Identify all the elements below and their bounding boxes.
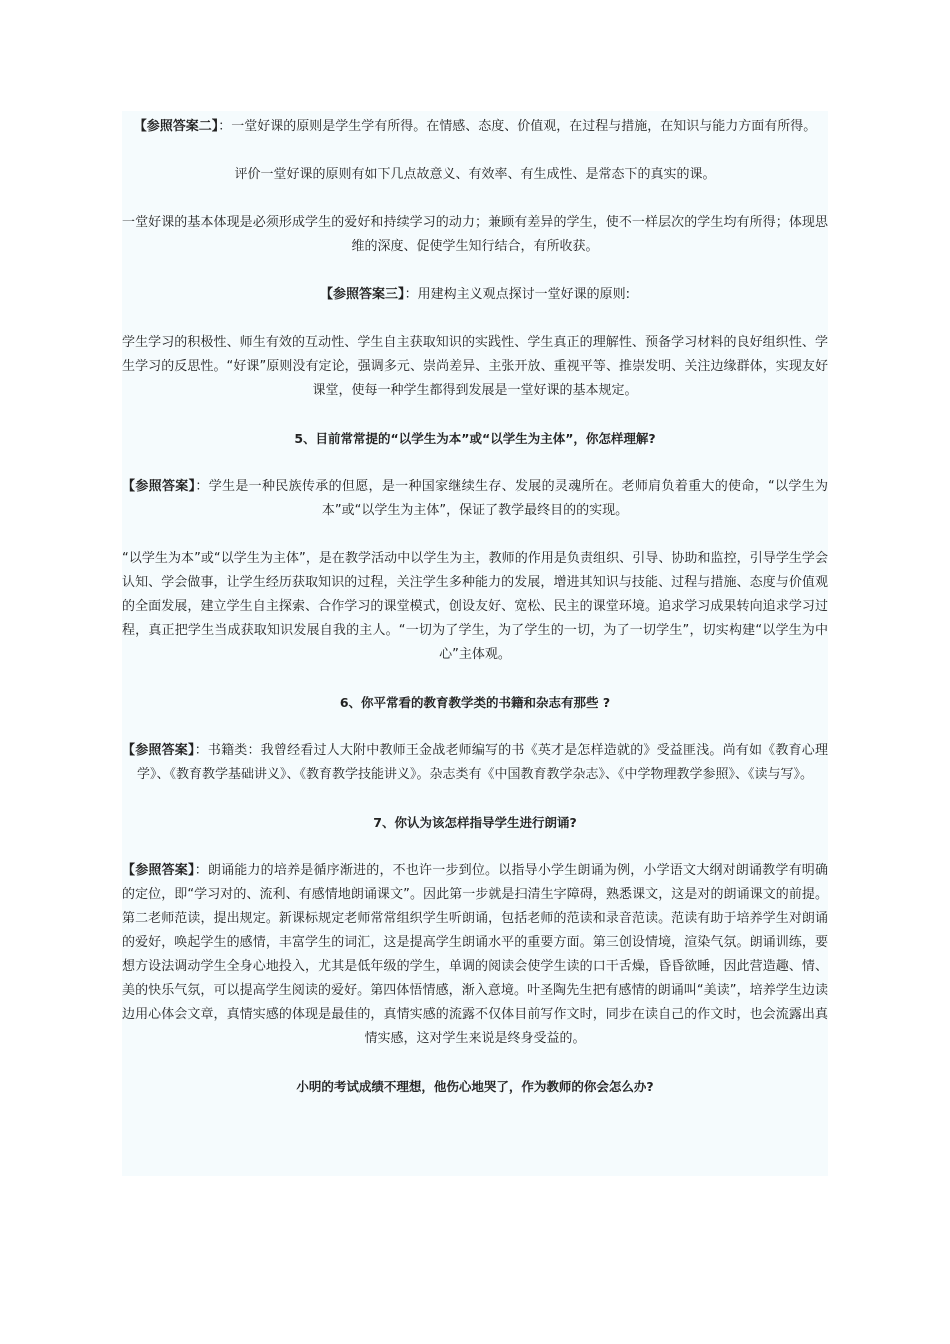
question-5-answer-2: “以学生为本”或“以学生为主体”，是在教学活动中以学生为主，教师的作用是负责组织、引导、协助和监控，引导学生学会认知、学会做事，让学生经历获取知识的过程，关注学生多种能力的发展，增进其知识与技能、过程与措施、态度与价值观的全面发展，建立学生自主探索、合作学习的课堂模式，创设友好、宽松、民主的课堂环境。追求学习成果转向追求学习过程，真正把学生当成获取知识发展自我的主人。“一切为了学生，为了学生的一切，为了一切学生”，切实构建“以学生为中心”主体观。	[122, 551, 828, 662]
document-content	[122, 115, 828, 1099]
question-5-heading: 5、目前常常提的“以学生为本”或“以学生为主体”，你怎样理解?	[294, 431, 656, 446]
answer3-paragraph-1: 【参照答案三】：用建构主义观点探讨一堂好课的原则:	[320, 287, 630, 302]
answer2-paragraph-3: 一堂好课的基本体现是必须形成学生的爱好和持续学习的动力；兼顾有差异的学生，使不一样层次的学生均有所得；体现思维的深度、促使学生知行结合，有所收获。	[122, 215, 828, 254]
question-7-answer: 【参照答案】：朗诵能力的培养是循序渐进的，不也许一步到位。以指导小学生朗诵为例，小学语文大纲对朗诵教学有明确的定位，即“学习对的、流利、有感情地朗诵课文”。因此第一步就是扫清生字障碍，熟悉课文，这是对的朗诵课文的前提。第二老师范读，提出规定。新课标规定老师常常组织学生听朗诵，包括老师的范读和录音范读。范读有助于培养学生对朗诵的爱好，唤起学生的感情，丰富学生的词汇，这是提高学生朗诵水平的重要方面。第三创设情境，渲染气氛。朗诵训练，要想方设法调动学生全身心地投入，尤其是低年级的学生，单调的阅读会使学生读的口干舌燥，昏昏欲睡，因此营造趣、情、美的快乐气氛，可以提高学生阅读的爱好。第四体悟情感，渐入意境。叶圣陶先生把有感情的朗诵叫“美读”，培养学生边读边用心体会文章，真情实感的体现是最佳的，真情实感的流露不仅体目前写作文时，同步在读自己的作文时，也会流露出真情实感，这对学生来说是终身受益的。	[122, 863, 828, 1046]
answer-label: 【参照答案】	[122, 743, 195, 758]
answer-label: 【参照答案三】	[320, 287, 405, 302]
question-6-heading: 6、你平常看的教育教学类的书籍和杂志有那些 ?	[339, 695, 611, 710]
question-5-answer-1: 【参照答案】：学生是一种民族传承的但愿，是一种国家继续生存、发展的灵魂所在。老师肩负着重大的使命，“以学生为本”或“以学生为主体”，保证了教学最终目的的实现。	[122, 479, 828, 518]
question-7-heading: 7、你认为该怎样指导学生进行朗诵?	[373, 815, 577, 830]
answer2-paragraph-1: 【参照答案二】：一堂好课的原则是学生学有所得。在情感、态度、价值观，在过程与措施，在知识与能力方面有所得。	[133, 119, 817, 134]
answer2-paragraph-2: 评价一堂好课的原则有如下几点故意义、有效率、有生成性、是常态下的真实的课。	[234, 167, 716, 182]
answer-label: 【参照答案】	[122, 863, 195, 878]
answer-label: 【参照答案二】	[133, 119, 219, 134]
question-6-answer: 【参照答案】：书籍类：我曾经看过人大附中教师王金战老师编写的书《英才是怎样造就的》受益匪浅。尚有如《教育心理学》、《教育教学基础讲义》、《教育教学技能讲义》。杂志类有《中国教育教学杂志》、《中学物理教学参照》、《读与写》。	[122, 743, 828, 782]
question-8-heading: 小明的考试成绩不理想，他伤心地哭了，作为教师的你会怎么办?	[296, 1079, 654, 1094]
answer3-paragraph-2: 学生学习的积极性、师生有效的互动性、学生自主获取知识的实践性、学生真正的理解性、预备学习材料的良好组织性、学生学习的反思性。“好课”原则没有定论，强调多元、崇尚差异、主张开放、重视平等、推崇发明、关注边缘群体，实现友好课堂，使每一种学生都得到发展是一堂好课的基本规定。	[122, 335, 828, 398]
answer-label: 【参照答案】	[122, 479, 196, 494]
